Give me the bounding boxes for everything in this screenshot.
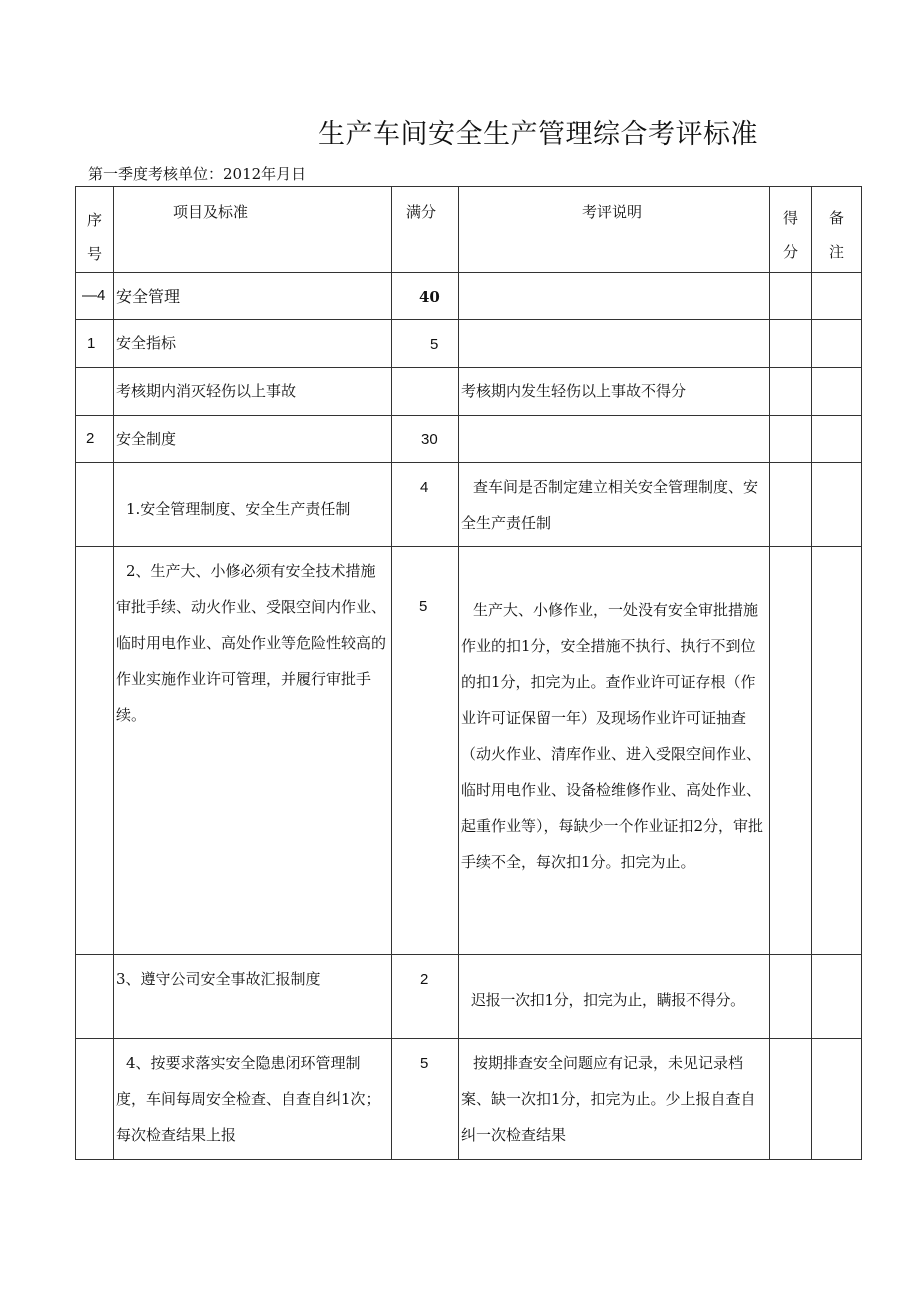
row-score — [392, 1039, 459, 1160]
row-got-cell — [770, 463, 812, 547]
header-note-line2: 注 — [828, 243, 844, 261]
row-desc-text: 考核期内发生轻伤以上事故不得分 — [461, 382, 687, 400]
table-row — [76, 463, 862, 547]
row-seq — [76, 1039, 114, 1160]
row-seq — [76, 955, 114, 1039]
document-title: 生产车间安全生产管理综合考评标准 — [318, 119, 758, 150]
row-item-text: 1.安全管理制度、安全生产责任制 — [126, 500, 351, 518]
row-score — [392, 463, 459, 547]
row-seq — [76, 463, 114, 547]
header-note-line1: 备 — [828, 209, 844, 227]
row-item — [114, 320, 392, 368]
row-item-text: 安全管理 — [116, 287, 181, 306]
row-seq-text: 1 — [87, 335, 96, 352]
row-item — [114, 547, 392, 955]
row-item-text: 考核期内消灭轻伤以上事故 — [116, 382, 297, 400]
row-seq — [76, 416, 114, 463]
table-row — [76, 416, 862, 463]
row-got-cell — [770, 547, 812, 955]
row-note-cell — [812, 273, 862, 320]
header-got-line1: 得 — [782, 209, 798, 227]
header-got-line2: 分 — [782, 243, 798, 261]
row-desc — [459, 547, 770, 955]
table-row — [76, 273, 862, 320]
row-score — [392, 955, 459, 1039]
row-desc — [459, 1039, 770, 1160]
row-desc — [459, 955, 770, 1039]
table-row — [76, 320, 862, 368]
table-row — [76, 368, 862, 416]
row-seq-text: —4 — [82, 287, 106, 304]
row-got-cell — [770, 416, 812, 463]
header-seq-line1: 序 — [86, 211, 102, 229]
row-item-text: 安全指标 — [116, 334, 177, 352]
header-item-label: 项目及标准 — [173, 203, 249, 221]
row-score — [392, 320, 459, 368]
row-item-text: 3、遵守公司安全事故汇报制度 — [116, 970, 321, 988]
row-score-text: 5 — [430, 336, 439, 353]
row-score — [392, 547, 459, 955]
evaluation-table — [75, 186, 862, 1160]
row-seq — [76, 368, 114, 416]
row-got-cell — [770, 1039, 812, 1160]
row-note-cell — [812, 1039, 862, 1160]
row-score — [392, 416, 459, 463]
row-desc — [459, 463, 770, 547]
header-score-label: 满分 — [406, 203, 437, 221]
row-desc-text: 按期排查安全问题应有记录，未见记录档案、缺一次扣1分，扣完为止。少上报自查自纠一次检查结果 — [461, 1054, 756, 1144]
table-row — [76, 1039, 862, 1160]
row-item — [114, 463, 392, 547]
row-note-cell — [812, 416, 862, 463]
row-score — [392, 273, 459, 320]
row-desc — [459, 368, 770, 416]
row-note-cell — [812, 955, 862, 1039]
row-seq — [76, 273, 114, 320]
header-score — [392, 187, 459, 273]
header-item — [114, 187, 392, 273]
row-score-text: 5 — [419, 598, 428, 615]
row-note-cell — [812, 320, 862, 368]
header-got — [770, 187, 812, 273]
row-score — [392, 368, 459, 416]
header-note — [812, 187, 862, 273]
row-got-cell — [770, 955, 812, 1039]
table-row — [76, 547, 862, 955]
row-desc — [459, 273, 770, 320]
row-item-text: 2、生产大、小修必须有安全技术措施审批手续、动火作业、受限空间内作业、临时用电作业、高处作业等危险性较高的作业实施作业许可管理，并履行审批手续。 — [116, 562, 387, 724]
row-desc-text: 生产大、小修作业，一处没有安全审批措施作业的扣1分，安全措施不执行、执行不到位的扣1分，扣完为止。查作业许可证存根（作业许可证保留一年）及现场作业许可证抽查（动火作业、清库作业、进入受限空间作业、临时用电作业、设备检维修作业、高处作业、起重作业等），每缺少一个作业证扣2分，审批手续不全，每次扣1分。扣完为止。 — [461, 601, 764, 871]
row-item — [114, 368, 392, 416]
row-item — [114, 273, 392, 320]
row-seq-text: 2 — [86, 430, 95, 447]
row-desc-text: 查车间是否制定建立相关安全管理制度、安全生产责任制 — [461, 478, 759, 532]
row-score-text: 4 — [420, 479, 429, 496]
row-item-text: 4、按要求落实安全隐患闭环管理制度，车间每周安全检查、自查自纠1次；每次检查结果上报 — [116, 1054, 381, 1144]
table-header-row — [76, 187, 862, 273]
header-seq — [76, 187, 114, 273]
row-score-text: 40 — [419, 288, 440, 306]
header-seq-line2: 号 — [86, 245, 102, 263]
row-score-text: 2 — [420, 971, 429, 988]
row-note-cell — [812, 463, 862, 547]
row-item-text: 安全制度 — [116, 430, 177, 448]
header-desc-label: 考评说明 — [582, 203, 643, 221]
header-desc — [459, 187, 770, 273]
row-got-cell — [770, 368, 812, 416]
row-item — [114, 1039, 392, 1160]
row-desc-text: 迟报一次扣1分，扣完为止，瞒报不得分。 — [471, 991, 745, 1009]
row-score-text: 30 — [421, 431, 438, 448]
row-score-text: 5 — [420, 1055, 429, 1072]
document-subtitle: 第一季度考核单位：2012年月日 — [88, 165, 307, 183]
table-row — [76, 955, 862, 1039]
row-note-cell — [812, 368, 862, 416]
row-item — [114, 416, 392, 463]
row-got-cell — [770, 273, 812, 320]
row-seq — [76, 320, 114, 368]
row-note-cell — [812, 547, 862, 955]
row-desc — [459, 320, 770, 368]
row-got-cell — [770, 320, 812, 368]
row-desc — [459, 416, 770, 463]
row-item — [114, 955, 392, 1039]
row-seq — [76, 547, 114, 955]
